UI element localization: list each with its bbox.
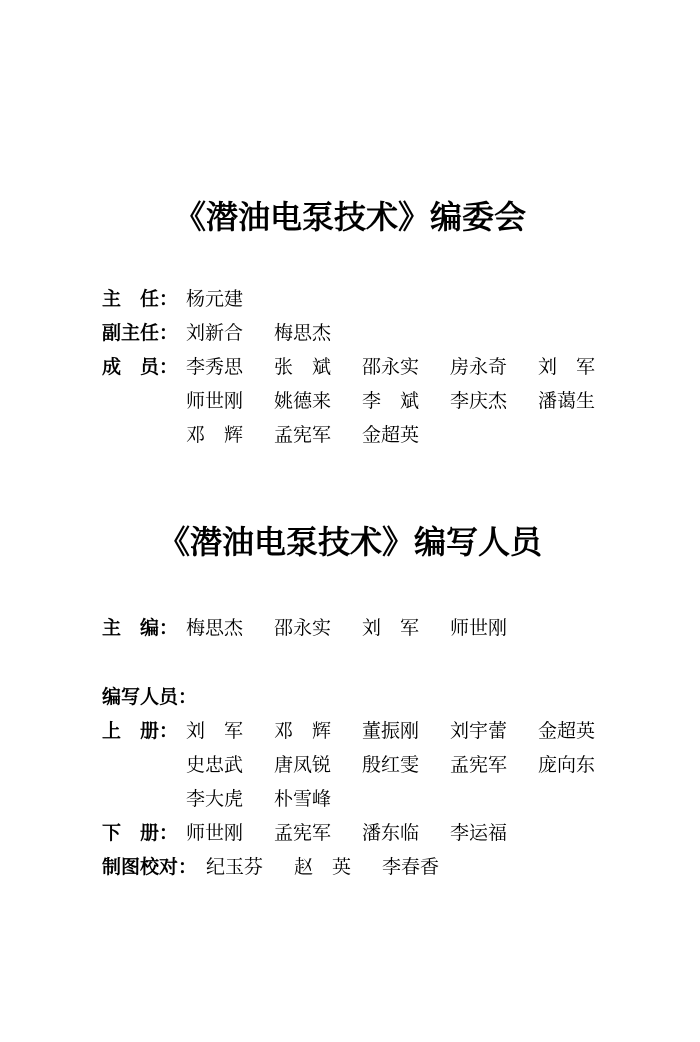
volume-one-name: 金超英	[538, 720, 596, 742]
drafting-label: 制图校对：	[102, 856, 198, 878]
drafting-name: 赵 英	[294, 856, 352, 878]
volume-two-name: 孟宪军	[274, 822, 332, 844]
members-label: 成 员：	[102, 356, 179, 378]
volume-one-name: 董振刚	[362, 720, 420, 742]
writers-heading: 编写人员：	[102, 686, 198, 708]
member-name: 房永奇	[450, 356, 508, 378]
volume-two-name: 师世刚	[186, 822, 244, 844]
volume-one-name: 殷红雯	[362, 754, 420, 776]
member-name: 金超英	[362, 424, 420, 446]
vice-chair-name: 刘新合	[186, 322, 244, 344]
volume-one-name: 刘宇蕾	[450, 720, 508, 742]
committee-title: 《潜油电泵技术》编委会	[173, 198, 526, 236]
volume-one-name: 邓 辉	[274, 720, 332, 742]
volume-one-name: 史忠武	[186, 754, 244, 776]
chair-name: 杨元建	[186, 288, 244, 310]
vice-chair-label: 副主任：	[102, 322, 179, 344]
member-name: 邵永实	[362, 356, 420, 378]
member-name: 刘 军	[538, 356, 596, 378]
volume-one-label: 上 册：	[102, 720, 179, 742]
volume-two-name: 潘东临	[362, 822, 420, 844]
member-name: 师世刚	[186, 390, 244, 412]
chief-editor-label: 主 编：	[102, 617, 179, 639]
volume-one-name: 孟宪军	[450, 754, 508, 776]
volume-one-name: 李大虎	[186, 788, 244, 810]
vice-chair-name: 梅思杰	[274, 322, 332, 344]
drafting-name: 纪玉芬	[206, 856, 264, 878]
chief-editor-name: 邵永实	[274, 617, 332, 639]
volume-two-label: 下 册：	[102, 822, 179, 844]
writers-title: 《潜油电泵技术》编写人员	[157, 523, 542, 561]
chief-editor-name: 刘 军	[362, 617, 420, 639]
member-name: 李 斌	[362, 390, 420, 412]
chair-label: 主 任：	[102, 288, 179, 310]
member-name: 孟宪军	[274, 424, 332, 446]
volume-one-name: 唐凤锐	[274, 754, 332, 776]
drafting-name: 李春香	[382, 856, 440, 878]
member-name: 李秀思	[186, 356, 244, 378]
volume-one-name: 刘 军	[186, 720, 244, 742]
member-name: 邓 辉	[186, 424, 244, 446]
volume-one-name: 朴雪峰	[274, 788, 332, 810]
volume-one-name: 庞向东	[538, 754, 596, 776]
member-name: 潘蔼生	[538, 390, 596, 412]
member-name: 姚德来	[274, 390, 332, 412]
member-name: 李庆杰	[450, 390, 508, 412]
chief-editor-name: 梅思杰	[186, 617, 244, 639]
volume-two-name: 李运福	[450, 822, 508, 844]
chief-editor-name: 师世刚	[450, 617, 508, 639]
member-name: 张 斌	[274, 356, 332, 378]
